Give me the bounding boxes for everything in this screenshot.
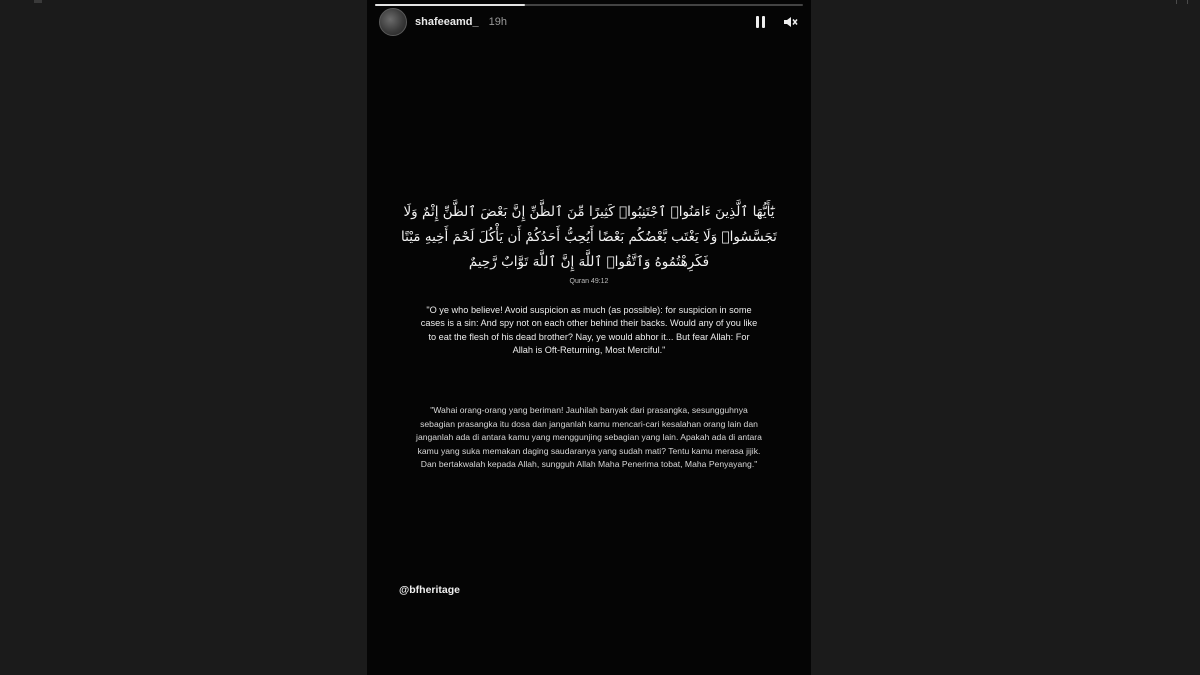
post-time: 19h (488, 16, 507, 28)
story-progress-bar (375, 4, 803, 6)
username[interactable]: shafeeamd_ (415, 16, 479, 28)
mute-button[interactable] (781, 13, 799, 31)
mention-sticker[interactable]: @bfheritage (399, 584, 460, 596)
story-frame[interactable] (367, 0, 811, 675)
story-header (379, 7, 799, 37)
indonesian-translation: "Wahai orang-orang yang beriman! Jauhilah banyak dari prasangka, sesungguhnya sebagian prasangka itu dosa dan janganlah kamu mencari-cari kesalahan orang lain dan janganlah ada di antara kamu yang menggunjing sebagian yang lain. Apakah ada di antara kamu yang suka memakan daging saudaranya yang sudah mati? Tentu kamu merasa jijik. Dan bertakwalah kepada Allah, sungguh Allah Maha Penerima tobat, Maha Penyayang." (416, 405, 762, 470)
english-translation: "O ye who believe! Avoid suspicion as much (as possible): for suspicion in some cases is a sin: And spy not on each other behind their backs. Would any of you like to eat the flesh of his dead brother? Nay, ye would abhor it... But fear Allah: For Allah is Oft-Returning, Most Merciful." (420, 305, 758, 356)
back-indicator[interactable] (34, 0, 42, 3)
pause-icon (756, 16, 765, 28)
arabic-verse: يَٰٓأَيُّهَا ٱلَّذِينَ ءَامَنُوا۟ ٱجْتَنِبُوا۟ كَثِيرًا مِّنَ ٱلظَّنِّ إِنَّ بَعْضَ ٱلظَّنِّ إِثْمٌ وَلَا تَجَسَّسُوا۟ وَلَا يَغْتَب بَّعْضُكُم بَعْضًا أَيُحِبُّ أَحَدُكُمْ أَن يَأْكُلَ لَحْمَ أَخِيهِ مَيْتًا فَكَرِهْتُمُوهُ وَٱتَّقُوا۟ ٱللَّهَ إِنَّ ٱللَّهَ تَوَّابٌ رَّحِيمٌ (401, 204, 777, 270)
pause-button[interactable] (751, 13, 769, 31)
verse-citation: Quran 49:12 (569, 278, 609, 285)
avatar[interactable] (379, 8, 407, 36)
mute-icon (782, 14, 798, 30)
expand-icon[interactable] (1176, 0, 1188, 4)
story-progress-fill (375, 4, 525, 6)
